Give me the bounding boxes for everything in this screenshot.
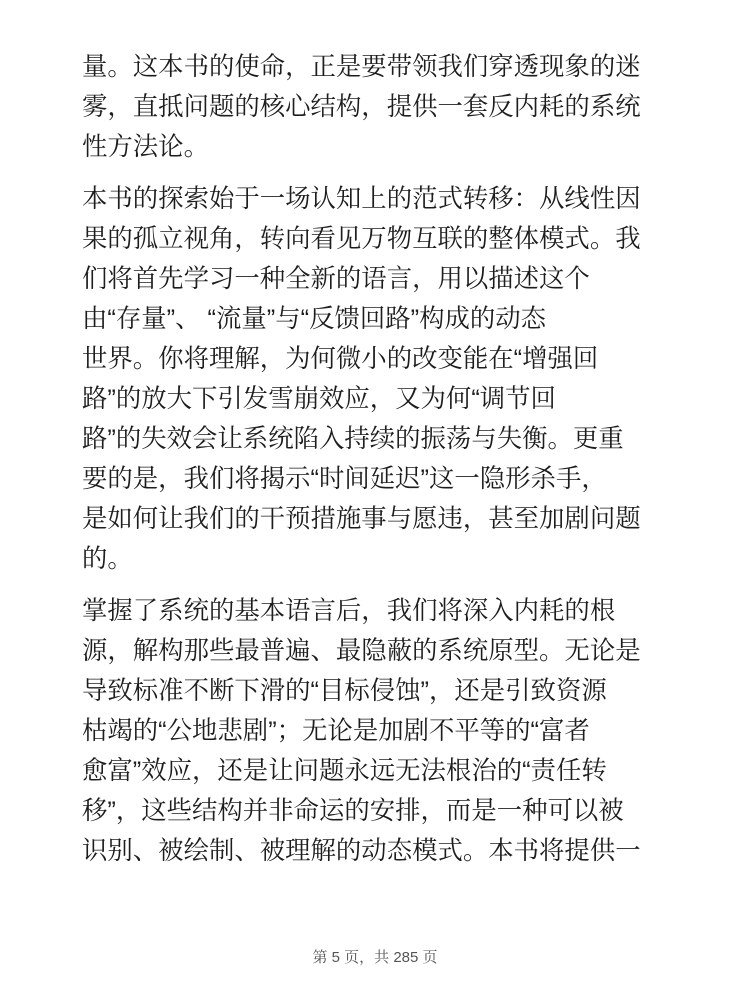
text-line: 性方法论。 [82,133,209,161]
text-line: 们将首先学习一种全新的语言，用以描述这个 [82,265,590,293]
page-content [82,47,692,883]
text-line: 是如何让我们的干预措施事与愿违，甚至加剧问题 [82,505,641,533]
text-line: 雾，直抵问题的核心结构，提供一套反内耗的系统 [82,93,641,121]
text-line: 路”的失效会让系统陷入持续的振荡与失衡。更重 [82,425,624,453]
paragraph [82,591,692,871]
text-line: 路”的放大下引发雪崩效应，又为何“调节回 [82,385,556,413]
text-line: 量。这本书的使命，正是要带领我们穿透现象的迷 [82,53,641,81]
text-line: 源，解构那些最普遍、最隐蔽的系统原型。无论是 [82,637,641,665]
text-line: 由“存量”、 “流量”与“反馈回路”构成的动态 [82,305,547,333]
text-line: 愈富”效应，还是让问题永远无法根治的“责任转 [82,757,607,785]
text-line: 要的是，我们将揭示“时间延迟”这一隐形杀手， [82,465,607,493]
paragraph [82,47,692,167]
text-line: 世界。你将理解，为何微小的改变能在“增强回 [82,345,599,373]
page-footer [0,948,750,968]
text-line: 掌握了系统的基本语言后，我们将深入内耗的根 [82,597,616,625]
page-indicator: 第 5 页，共 285 页 [312,949,438,966]
text-line: 移”，这些结构并非命运的安排，而是一种可以被 [82,797,624,825]
text-line: 果的孤立视角，转向看见万物互联的整体模式。我 [82,225,641,253]
text-line: 识别、被绘制、被理解的动态模式。本书将提供一 [82,837,641,865]
text-line: 导致标准不断下滑的“目标侵蚀”，还是引致资源 [82,677,607,705]
text-line: 本书的探索始于一场认知上的范式转移：从线性因 [82,185,641,213]
paragraph [82,179,692,579]
text-line: 枯竭的“公地悲剧”；无论是加剧不平等的“富者 [82,717,590,745]
text-line: 的。 [82,545,133,573]
